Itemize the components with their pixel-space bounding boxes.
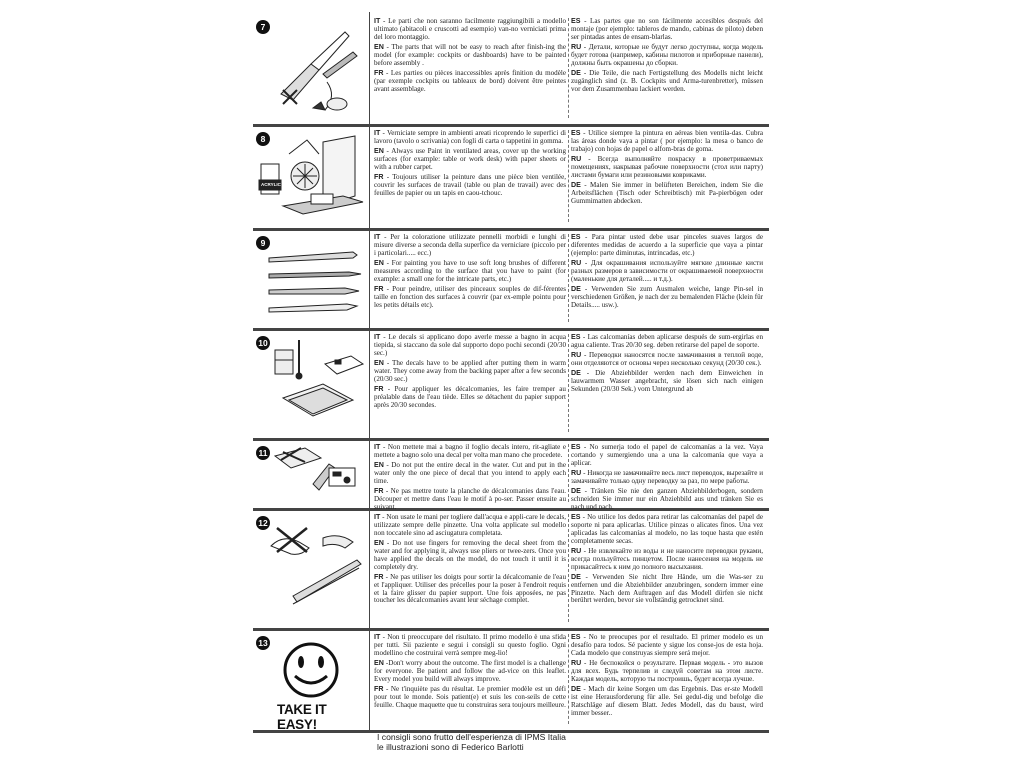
step-number: 9 <box>256 236 270 250</box>
acrylic-jar-label: ACRYLIC <box>261 182 281 187</box>
step-11-text-right: ES - No sumerja todo el papel de calcomanías a la vez. Vaya cortando y sumergiendo una a una la calcomanía que vaya a aplicar. RU - Никогда не замачивайте весь лист переводок, вырезайте и замачивайте только одну переводку за раз, по мере работы. DE - Tränken Sie nie den ganzen Abziehbilderbogen, sondern schneiden Sie immer nur ein Abziehbild aus und tränken Sie es nach und nach. <box>571 444 763 511</box>
step-7-text-right: ES - Las partes que no son fácilmente accesibles después del montaje (por ejemplo: tableros de mando, cabinas de piloto) deben ser pintadas antes de ensam-blarlas. RU - Детали, которые не будут легко доступны, когда модель будет готова (например, кабины пилотов и приборные панели), должны быть окрашены до сборки. DE - Die Teile, die nach Fertigstellung des Modells nicht leicht zugänglich sind (z. B. Cockpits und Arma-turenbretter), müssen vor dem Zusammenbau lackiert werden. <box>571 18 763 93</box>
brushes-drawing <box>253 228 369 328</box>
tweezers-drawing <box>253 508 369 628</box>
step-number: 13 <box>256 636 270 650</box>
step-8-illustration <box>253 124 370 228</box>
step-7-text-left: IT - Le parti che non saranno facilmente raggiungibili a modello ultimato (abitacoli e cruscotti ad esempio) van-no verniciati prima del loro montaggio. EN - The parts that will not be easy to reach after finish-ing the model (for example: cockpits or dashboards) have to be painted before assembly . FR - Les parties ou pièces inaccessibles après finition du modèle (par exemple cockpits ou tableaux de bord) doivent être peintes avant assemblage. <box>374 18 566 93</box>
step-9 <box>253 228 769 331</box>
step-9-text-right: ES - Para pintar usted debe usar pinceles suaves largos de diferentes medidas de acuerdo a la superficie que vaya a pintar (ejemplo: parte diminutas, intrincadas, etc.) RU - Для окрашивания используйте мягкие длинные кисти разных размеров в зависимости от окрашиваемой поверхности (маленькие для деталей..... и т.д.). DE - Verwenden Sie zum Ausmalen weiche, lange Pin-sel in verschiedenen Größen, je nach der zu bemalenden Fläche (klein für Details..... usw.). <box>571 234 763 309</box>
step-12-illustration <box>253 508 370 628</box>
step-12-text-left: IT - Non usate le mani per togliere dall'acqua e appli-care le decals, utilizzate sempre delle pinzette. Una volta applicate sul modello non toccatele sino ad asciugatura completata. EN - Do not use fingers for removing the decal sheet from the water and for applying it, always use pliers or twee-zers. Once you have applied the decals on the model, do not touch it until it is completely dry. FR - Ne pas utiliser les doigts pour sortir la décalcomanie de l'eau et l'appliquer. Utiliser des précelles pour la poser à l'endroit requis et la faire glisser du papier support. Une fois apposées, ne pas toucher les décalcomanies avant leur séchage complet. <box>374 514 566 605</box>
column-divider <box>568 18 569 118</box>
step-12-text-right: ES - No utilice los dedos para retirar las calcomanías del papel de soporte ni para aplicarlas. Utilice pinzas o alicates finos. Una vez aplicadas las calcomanías al modelo, no las toque hasta que estén completamente secas. RU - Не извлекайте из воды и не наносите переводки руками, всегда пользуйтесь пинцетом. После нанесения на модель не прикасайтесь к ним до полного высыхания. DE - Verwenden Sie nicht Ihre Hände, um die Was-ser zu entfernen und die Abziehbilder anzubringen, sondern immer eine Pinzette. Nach dem Auftragen auf das Modell dürfen sie nicht berührt werden, bevor sie vollständig getrocknet sind. <box>571 514 763 605</box>
step-number: 12 <box>256 516 270 530</box>
painting-parts-drawing <box>253 12 369 124</box>
step-8 <box>253 124 769 231</box>
step-10-text-right: ES - Las calcomanías deben aplicarse después de sum-ergirlas en agua caliente. Tras 20/30 seg. deben retirarse del papel de soporte. RU - Переводки наносятся после замачивания в теплой воде, они отделяются от основы через несколько секунд (20/30 сек.). DE - Die Abziehbilder werden nach dem Einweichen in lauwarmem Wasser angebracht, sie lösen sich nach einigen Sekunden (20/30 Sek.) vom Untergrund ab <box>571 334 763 393</box>
step-number: 7 <box>256 20 270 34</box>
step-8-text-right: ES - Utilice siempre la pintura en aéreas bien ventila-das. Cubra las áreas donde vaya a pintar ( por ejemplo: la mesa o banco de trabajo) con hojas de papel o alfom-bras de goma. RU - Всегда выполняйте покраску в проветриваемых помещениях, накрывая рабочие поверхности (стол или парту) листами бумаги или резиновыми ковриками. DE - Malen Sie immer in belüfteten Bereichen, indem Sie die Arbeitsflächen (Tisch oder Schreibtisch) mit Pa-pierbögen oder Gummimatten abdecken. <box>571 130 763 205</box>
step-13-illustration <box>253 628 370 730</box>
column-divider <box>568 130 569 222</box>
credits-line-illustrator: le illustrazioni sono di Federico Barlotti <box>377 742 524 752</box>
step-13 <box>253 628 769 733</box>
ventilated-room-drawing <box>253 124 369 228</box>
step-10-illustration <box>253 328 370 438</box>
decal-water-drawing <box>253 328 369 438</box>
step-13-text-right: ES - No te preocupes por el resultado. El primer modelo es un desafío para todos. Sé paciente y sigue los conse-jos de esta hoja. Cada modelo que construyas siempre será mejor. RU - Не беспокойся о результате. Первая модель - это вызов для всех. Будь терпелив и следуй советам на этом листе. Каждая модель, которую ты построишь, будет всегда лучше. DE - Mach dir keine Sorgen um das Ergebnis. Das er-ste Modell ist eine Herausforderung für alle. Sei gedul-dig und befolge die Ratschläge auf diesem Blatt. Jedes Modell, das du baust, wird immer besser.. <box>571 634 763 717</box>
step-11 <box>253 438 769 511</box>
step-8-text-left: IT - Verniciate sempre in ambienti areati ricoprendo le superfici di lavoro (tavolo o scrivania) con fogli di carta o tappetini in gomma. EN - Always use Paint in ventilated areas, cover up the working surfaces (for example: table or work desk) with paper sheets or with a rubber carpet. FR - Toujours utiliser la peinture dans une pièce bien ventilée, couvrir les surfaces de travail (table ou plan de travail) avec des feuilles de papier ou un tapis en caou-tchouc. <box>374 130 566 197</box>
column-divider <box>568 334 569 432</box>
cut-decal-drawing <box>253 438 369 508</box>
column-divider <box>568 234 569 322</box>
step-11-illustration <box>253 438 370 508</box>
column-divider <box>568 634 569 724</box>
step-9-illustration <box>253 228 370 328</box>
step-10-text-left: IT - Le decals si applicano dopo averle messe a bagno in acqua tiepida, si staccano da sole dal supporto dopo pochi secondi (20/30 sec.) EN - The decals have to be applied after putting them in warm water. They come away from the backing paper after a few seconds (20/30 sec.) FR - Pour appliquer les décalcomanies, les faire tremper au préalable dans de l'eau tiède. Elles se détachent du papier support après 20/30 secondes. <box>374 334 566 409</box>
step-12 <box>253 508 769 631</box>
credits-line-ipms: I consigli sono frutto dell'esperienza di IPMS Italia <box>377 732 566 742</box>
column-divider <box>568 444 569 502</box>
step-7 <box>253 12 769 127</box>
step-13-text-left: IT - Non ti preoccupare del risultato. Il primo modello è una sfida per tutti. Sii paziente e segui i consigli su questo foglio. Ogni modellino che costruirai verrà sempre meg-lio! EN -Don't worry about the outcome. The first model is a challenge for everyone. Be patient and follow the ad-vice on this leaflet. Every model you build will always improve. FR - Ne t'inquiète pas du résultat. Le premier modèle est un défi pour tout le monde. Sois patient(e) et suis les con-seils de cette feuille. Chaque maquette que tu construiras sera toujours meilleure. <box>374 634 566 709</box>
step-number: 8 <box>256 132 270 146</box>
step-9-text-left: IT - Per la colorazione utilizzate pennelli morbidi e lunghi di misure diverse a seconda della superfice da verniciare (piccolo per i particolari..... ecc.) EN - For painting you have to use soft long brushes of different measures according to the surface that you have to paint (for example: a small one for the intricate parts, etc.) FR - Pour peindre, utiliser des pinceaux souples de dif-férentes taille en fonction des surfaces à couvrir (par ex-emple pointu pour les petits détails etc). <box>374 234 566 309</box>
credits-footer <box>377 732 566 752</box>
step-number: 10 <box>256 336 270 350</box>
step-7-illustration <box>253 12 370 124</box>
take-it-easy-label: TAKE IT EASY! <box>277 702 327 732</box>
step-11-text-left: IT - Non mettete mai a bagno il foglio decals intero, rit-agliate e mettete a bagno solo una decal per volta man mano che procedete. EN - Do not put the entire decal in the water. Cut and put in the water only the one piece of decal that you intend to apply each time. FR - Ne pas mettre toute la planche de décalcomanies dans l'eau. Découper et mettre dans l'eau le motif à po-ser. Passer ensuite au suivant. <box>374 444 566 511</box>
step-number: 11 <box>256 446 270 460</box>
instruction-sheet <box>253 12 769 757</box>
column-divider <box>568 514 569 622</box>
step-10 <box>253 328 769 441</box>
